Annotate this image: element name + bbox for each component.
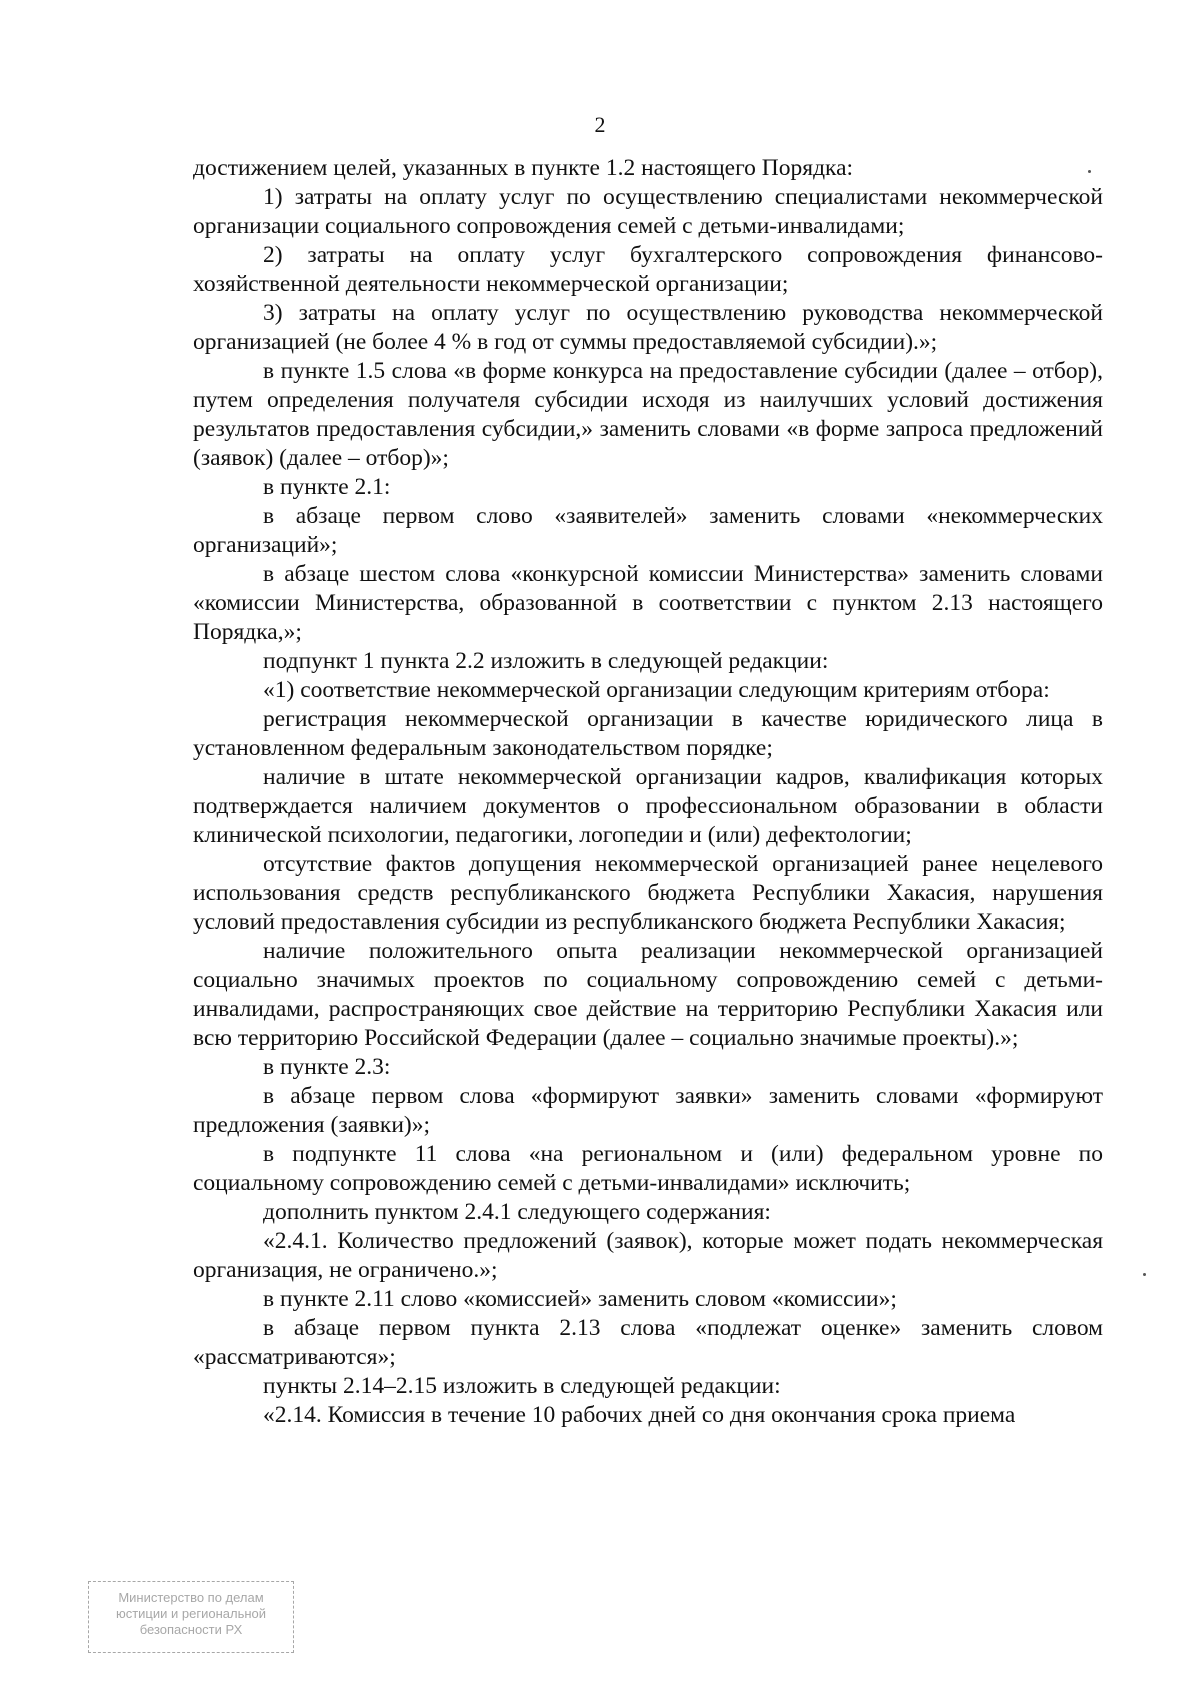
paragraph: в абзаце первом слово «заявителей» заменить словами «некоммерческих организаций»; (193, 503, 1103, 558)
paragraph: достижением целей, указанных в пункте 1.2 настоящего Порядка: (193, 155, 854, 181)
paragraph: «2.14. Комиссия в течение 10 рабочих дней со дня окончания срока приема (263, 1402, 1016, 1428)
paragraph: в подпункте 11 слова «на региональном и (или) федеральном уровне по социальному сопровождению семей с детьми-инвалидами» исключить; (193, 1141, 1103, 1196)
paragraph: регистрация некоммерческой организации в качестве юридического лица в установленном федеральным законодательством порядке; (193, 706, 1103, 761)
ministry-stamp (88, 1581, 294, 1653)
paragraph: наличие положительного опыта реализации некоммерческой организацией социально значимых проектов по социальному сопровождению семей с детьми-инвалидами, распространяющих свое действие на территорию Республики Хакасия или всю территорию Российской Федерации (далее – социально значимые проекты).»; (193, 938, 1103, 1051)
paragraph: «1) соответствие некоммерческой организации следующим критериям отбора: (263, 677, 1050, 703)
paragraph: отсутствие фактов допущения некоммерческой организацией ранее нецелевого использования средств республиканского бюджета Республики Хакасия, нарушения условий предоставления субсидии из республиканского бюджета Республики Хакасия; (193, 851, 1103, 935)
paragraph: дополнить пунктом 2.4.1 следующего содержания: (263, 1199, 771, 1225)
stamp-line: юстиции и региональной (115, 1606, 267, 1621)
page-number: 2 (594, 112, 606, 137)
paragraph: в пункте 2.11 слово «комиссией» заменить словом «комиссии»; (263, 1286, 897, 1312)
paragraph: в абзаце первом слова «формируют заявки» заменить словами «формируют предложения (заявки)»; (193, 1083, 1103, 1138)
paragraph: в пункте 1.5 слова «в форме конкурса на предоставление субсидии (далее – отбор), путем определения получателя субсидии исходя из наилучших условий достижения результатов предоставления субсидии,» заменить словами «в форме запроса предложений (заявок) (далее – отбор)»; (193, 358, 1103, 471)
paragraph: в абзаце шестом слова «конкурсной комиссии Министерства» заменить словами «комиссии Министерства, образованной в соответствии с пунктом 2.13 настоящего Порядка,»; (193, 561, 1103, 645)
paragraph: в пункте 2.1: (263, 474, 391, 500)
stamp-line: Министерство по делам (118, 1590, 264, 1605)
paragraph: 2) затраты на оплату услуг бухгалтерского сопровождения финансово-хозяйственной деятельности некоммерческой организации; (193, 242, 1103, 297)
paragraph: пункты 2.14–2.15 изложить в следующей редакции: (263, 1373, 781, 1399)
paragraph: 1) затраты на оплату услуг по осуществлению специалистами некоммерческой организации социального сопровождения семей с детьми-инвалидами; (193, 184, 1103, 239)
paragraph: «2.4.1. Количество предложений (заявок), которые может подать некоммерческая организация, не ограничено.»; (193, 1228, 1103, 1283)
paragraph: в абзаце первом пункта 2.13 слова «подлежат оценке» заменить словом «рассматриваются»; (193, 1315, 1103, 1370)
paragraph: в пункте 2.3: (263, 1054, 391, 1080)
scan-speck (1088, 170, 1091, 173)
paragraph: наличие в штате некоммерческой организации кадров, квалификация которых подтверждается наличием документов о профессиональном образовании в области клинической психологии, педагогики, логопедии и (или) дефектологии; (193, 764, 1103, 848)
paragraph: подпункт 1 пункта 2.2 изложить в следующей редакции: (263, 648, 829, 674)
scan-speck (1143, 1273, 1146, 1276)
stamp-line: безопасности РХ (139, 1622, 243, 1637)
paragraph: 3) затраты на оплату услуг по осуществлению руководства некоммерческой организацией (не более 4 % в год от суммы предоставляемой субсидии).»; (193, 300, 1103, 355)
document-body (193, 154, 1103, 1430)
